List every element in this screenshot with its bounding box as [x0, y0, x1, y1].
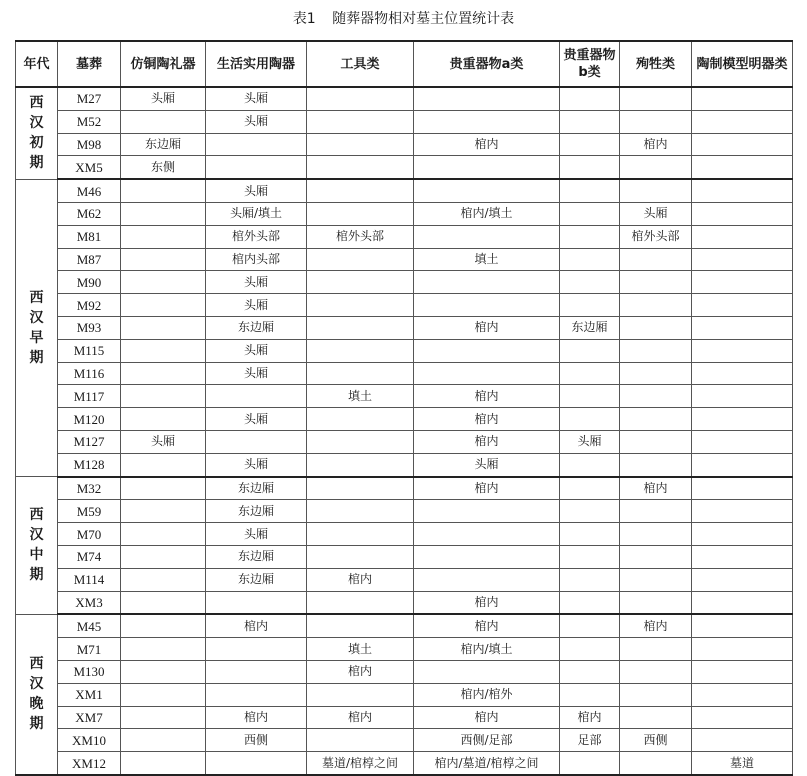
cell-pottery-models — [692, 568, 793, 591]
period-cell: 西汉初期 — [16, 87, 58, 179]
table-row — [16, 729, 793, 752]
cell-pottery-models — [692, 202, 793, 225]
cell-pottery-models — [692, 156, 793, 179]
cell-tools — [307, 294, 414, 317]
cell-bronze-imitation-ritual-pottery — [121, 683, 206, 706]
cell-valuables-b — [560, 294, 620, 317]
cell-pottery-models — [692, 683, 793, 706]
cell-valuables-b: 棺内 — [560, 706, 620, 729]
tomb-cell: M127 — [58, 430, 121, 453]
table-row — [16, 179, 793, 202]
cell-valuables-b — [560, 660, 620, 683]
cell-valuables-a: 头厢 — [414, 453, 560, 476]
cell-pottery-models — [692, 408, 793, 431]
cell-daily-pottery: 棺外头部 — [206, 225, 307, 248]
tomb-cell: M32 — [58, 477, 121, 500]
cell-valuables-b — [560, 638, 620, 661]
cell-pottery-models — [692, 729, 793, 752]
cell-bronze-imitation-ritual-pottery — [121, 202, 206, 225]
cell-bronze-imitation-ritual-pottery: 东边厢 — [121, 133, 206, 156]
cell-valuables-b — [560, 500, 620, 523]
tomb-cell: M74 — [58, 545, 121, 568]
period-cell: 西汉晚期 — [16, 614, 58, 775]
cell-tools: 棺内 — [307, 706, 414, 729]
cell-tools — [307, 316, 414, 339]
cell-sacrificial-animals — [620, 271, 692, 294]
cell-valuables-a — [414, 179, 560, 202]
cell-pottery-models — [692, 179, 793, 202]
cell-pottery-models — [692, 133, 793, 156]
cell-valuables-b — [560, 385, 620, 408]
cell-tools — [307, 545, 414, 568]
cell-bronze-imitation-ritual-pottery — [121, 638, 206, 661]
cell-sacrificial-animals — [620, 500, 692, 523]
table-row — [16, 408, 793, 431]
cell-bronze-imitation-ritual-pottery: 头厢 — [121, 87, 206, 110]
cell-valuables-b — [560, 271, 620, 294]
table-row — [16, 294, 793, 317]
cell-sacrificial-animals — [620, 453, 692, 476]
cell-valuables-a: 棺内 — [414, 430, 560, 453]
table-row — [16, 683, 793, 706]
cell-tools — [307, 156, 414, 179]
cell-bronze-imitation-ritual-pottery — [121, 729, 206, 752]
table-row — [16, 362, 793, 385]
cell-valuables-a: 棺内 — [414, 614, 560, 637]
table-row — [16, 591, 793, 614]
cell-valuables-a — [414, 500, 560, 523]
tomb-cell: M70 — [58, 523, 121, 546]
table-row — [16, 385, 793, 408]
cell-valuables-a: 棺内 — [414, 706, 560, 729]
table-row — [16, 202, 793, 225]
cell-valuables-a — [414, 660, 560, 683]
cell-pottery-models — [692, 385, 793, 408]
cell-pottery-models — [692, 706, 793, 729]
cell-valuables-a — [414, 225, 560, 248]
tomb-cell: M117 — [58, 385, 121, 408]
cell-pottery-models — [692, 477, 793, 500]
cell-tools: 墓道/棺椁之间 — [307, 752, 414, 775]
cell-valuables-b — [560, 752, 620, 775]
cell-sacrificial-animals — [620, 591, 692, 614]
cell-pottery-models — [692, 87, 793, 110]
cell-tools: 填土 — [307, 385, 414, 408]
cell-tools — [307, 477, 414, 500]
tomb-cell: M46 — [58, 179, 121, 202]
cell-tools — [307, 591, 414, 614]
cell-bronze-imitation-ritual-pottery — [121, 271, 206, 294]
table-row — [16, 248, 793, 271]
tomb-cell: XM10 — [58, 729, 121, 752]
cell-bronze-imitation-ritual-pottery — [121, 362, 206, 385]
cell-tools — [307, 339, 414, 362]
header-row — [16, 41, 793, 87]
tomb-cell: M130 — [58, 660, 121, 683]
cell-tools — [307, 362, 414, 385]
tomb-cell: M116 — [58, 362, 121, 385]
table-row — [16, 752, 793, 775]
cell-bronze-imitation-ritual-pottery — [121, 591, 206, 614]
cell-sacrificial-animals — [620, 339, 692, 362]
cell-daily-pottery: 棺内 — [206, 614, 307, 637]
cell-valuables-b — [560, 133, 620, 156]
cell-valuables-b — [560, 179, 620, 202]
tomb-cell: M45 — [58, 614, 121, 637]
cell-daily-pottery — [206, 638, 307, 661]
table-body — [16, 87, 793, 775]
header-tomb: 墓葬 — [58, 41, 121, 87]
cell-valuables-a — [414, 523, 560, 546]
cell-tools — [307, 133, 414, 156]
header-daily-pottery: 生活实用陶器 — [206, 41, 307, 87]
cell-valuables-a — [414, 110, 560, 133]
table-row — [16, 568, 793, 591]
cell-pottery-models — [692, 430, 793, 453]
cell-pottery-models — [692, 453, 793, 476]
cell-valuables-b — [560, 202, 620, 225]
cell-pottery-models — [692, 248, 793, 271]
cell-pottery-models — [692, 110, 793, 133]
cell-daily-pottery: 西侧 — [206, 729, 307, 752]
cell-valuables-a — [414, 156, 560, 179]
cell-pottery-models — [692, 339, 793, 362]
cell-daily-pottery: 东边厢 — [206, 500, 307, 523]
cell-daily-pottery: 头厢 — [206, 271, 307, 294]
tomb-cell: XM12 — [58, 752, 121, 775]
cell-pottery-models — [692, 500, 793, 523]
cell-valuables-a: 棺内/棺外 — [414, 683, 560, 706]
cell-valuables-a — [414, 339, 560, 362]
cell-sacrificial-animals — [620, 156, 692, 179]
cell-valuables-a: 棺内 — [414, 133, 560, 156]
cell-sacrificial-animals — [620, 294, 692, 317]
tomb-cell: M92 — [58, 294, 121, 317]
cell-tools: 棺内 — [307, 660, 414, 683]
tomb-cell: M62 — [58, 202, 121, 225]
cell-valuables-b — [560, 545, 620, 568]
cell-bronze-imitation-ritual-pottery — [121, 523, 206, 546]
cell-bronze-imitation-ritual-pottery — [121, 614, 206, 637]
cell-daily-pottery — [206, 683, 307, 706]
cell-tools — [307, 430, 414, 453]
cell-valuables-b: 足部 — [560, 729, 620, 752]
cell-tools — [307, 271, 414, 294]
cell-tools — [307, 248, 414, 271]
cell-pottery-models — [692, 316, 793, 339]
cell-sacrificial-animals — [620, 706, 692, 729]
cell-bronze-imitation-ritual-pottery — [121, 225, 206, 248]
cell-valuables-b — [560, 523, 620, 546]
cell-tools: 棺内 — [307, 568, 414, 591]
cell-daily-pottery — [206, 660, 307, 683]
cell-valuables-a — [414, 271, 560, 294]
cell-daily-pottery — [206, 752, 307, 775]
cell-tools — [307, 202, 414, 225]
header-valuables-a: 贵重器物a类 — [414, 41, 560, 87]
table-row — [16, 614, 793, 637]
cell-valuables-b — [560, 683, 620, 706]
tomb-cell: XM5 — [58, 156, 121, 179]
cell-bronze-imitation-ritual-pottery — [121, 294, 206, 317]
table-row — [16, 523, 793, 546]
cell-bronze-imitation-ritual-pottery — [121, 316, 206, 339]
cell-pottery-models — [692, 271, 793, 294]
cell-pottery-models — [692, 660, 793, 683]
cell-tools — [307, 614, 414, 637]
table-row — [16, 638, 793, 661]
cell-sacrificial-animals — [620, 523, 692, 546]
cell-tools — [307, 500, 414, 523]
tomb-cell: M27 — [58, 87, 121, 110]
cell-daily-pottery: 头厢 — [206, 294, 307, 317]
cell-bronze-imitation-ritual-pottery — [121, 477, 206, 500]
cell-valuables-b: 东边厢 — [560, 316, 620, 339]
cell-valuables-a: 棺内 — [414, 385, 560, 408]
table-number: 表1 — [292, 11, 316, 27]
cell-valuables-a: 棺内/填土 — [414, 202, 560, 225]
cell-valuables-b — [560, 362, 620, 385]
table-row — [16, 339, 793, 362]
cell-sacrificial-animals — [620, 385, 692, 408]
tomb-cell: M71 — [58, 638, 121, 661]
cell-valuables-b — [560, 110, 620, 133]
cell-sacrificial-animals — [620, 248, 692, 271]
cell-bronze-imitation-ritual-pottery — [121, 568, 206, 591]
tomb-cell: M90 — [58, 271, 121, 294]
cell-daily-pottery — [206, 591, 307, 614]
tomb-cell: M93 — [58, 316, 121, 339]
cell-daily-pottery — [206, 156, 307, 179]
header-pottery-models: 陶制模型明器类 — [692, 41, 793, 87]
header-bronze-imitation-ritual-pottery: 仿铜陶礼器 — [121, 41, 206, 87]
tomb-cell: XM1 — [58, 683, 121, 706]
cell-valuables-b — [560, 248, 620, 271]
header-sacrificial-animals: 殉牲类 — [620, 41, 692, 87]
table-row — [16, 271, 793, 294]
cell-bronze-imitation-ritual-pottery — [121, 545, 206, 568]
burial-goods-table — [15, 40, 793, 776]
cell-bronze-imitation-ritual-pottery: 东侧 — [121, 156, 206, 179]
cell-sacrificial-animals: 棺内 — [620, 133, 692, 156]
cell-daily-pottery: 东边厢 — [206, 545, 307, 568]
cell-bronze-imitation-ritual-pottery — [121, 706, 206, 729]
cell-daily-pottery: 头厢/填土 — [206, 202, 307, 225]
tomb-cell: M114 — [58, 568, 121, 591]
cell-sacrificial-animals: 棺外头部 — [620, 225, 692, 248]
cell-valuables-a: 棺内 — [414, 316, 560, 339]
cell-sacrificial-animals: 头厢 — [620, 202, 692, 225]
cell-daily-pottery: 头厢 — [206, 523, 307, 546]
tomb-cell: M115 — [58, 339, 121, 362]
cell-sacrificial-animals — [620, 752, 692, 775]
cell-daily-pottery: 头厢 — [206, 179, 307, 202]
cell-pottery-models — [692, 523, 793, 546]
tomb-cell: M81 — [58, 225, 121, 248]
table-row — [16, 660, 793, 683]
cell-pottery-models — [692, 545, 793, 568]
cell-valuables-b — [560, 225, 620, 248]
cell-daily-pottery: 东边厢 — [206, 316, 307, 339]
cell-valuables-a: 棺内/填土 — [414, 638, 560, 661]
cell-bronze-imitation-ritual-pottery — [121, 179, 206, 202]
header-tools: 工具类 — [307, 41, 414, 87]
cell-sacrificial-animals — [620, 316, 692, 339]
cell-valuables-a: 西侧/足部 — [414, 729, 560, 752]
tomb-cell: M98 — [58, 133, 121, 156]
cell-daily-pottery: 头厢 — [206, 362, 307, 385]
tomb-cell: XM3 — [58, 591, 121, 614]
cell-valuables-b — [560, 614, 620, 637]
cell-tools — [307, 110, 414, 133]
table-row — [16, 133, 793, 156]
tomb-cell: M87 — [58, 248, 121, 271]
table-row — [16, 225, 793, 248]
cell-tools — [307, 408, 414, 431]
cell-valuables-a — [414, 545, 560, 568]
table-caption — [0, 8, 807, 30]
cell-valuables-b — [560, 156, 620, 179]
cell-daily-pottery: 头厢 — [206, 110, 307, 133]
cell-tools — [307, 87, 414, 110]
table-row — [16, 453, 793, 476]
cell-sacrificial-animals: 棺内 — [620, 477, 692, 500]
table-row — [16, 316, 793, 339]
cell-pottery-models — [692, 362, 793, 385]
table-row — [16, 477, 793, 500]
period-cell: 西汉早期 — [16, 179, 58, 476]
cell-sacrificial-animals: 棺内 — [620, 614, 692, 637]
cell-sacrificial-animals — [620, 638, 692, 661]
cell-daily-pottery: 头厢 — [206, 87, 307, 110]
cell-sacrificial-animals — [620, 660, 692, 683]
cell-valuables-a: 棺内 — [414, 591, 560, 614]
cell-tools — [307, 179, 414, 202]
tomb-cell: M120 — [58, 408, 121, 431]
cell-sacrificial-animals — [620, 110, 692, 133]
cell-tools: 填土 — [307, 638, 414, 661]
cell-sacrificial-animals — [620, 179, 692, 202]
cell-pottery-models — [692, 225, 793, 248]
cell-daily-pottery: 东边厢 — [206, 568, 307, 591]
cell-bronze-imitation-ritual-pottery — [121, 385, 206, 408]
cell-valuables-a: 棺内 — [414, 408, 560, 431]
cell-valuables-a: 棺内/墓道/棺椁之间 — [414, 752, 560, 775]
cell-valuables-b — [560, 568, 620, 591]
cell-daily-pottery: 头厢 — [206, 408, 307, 431]
table-row — [16, 500, 793, 523]
cell-sacrificial-animals — [620, 568, 692, 591]
cell-bronze-imitation-ritual-pottery: 头厢 — [121, 430, 206, 453]
cell-daily-pottery — [206, 385, 307, 408]
cell-valuables-b: 头厢 — [560, 430, 620, 453]
cell-valuables-a: 填土 — [414, 248, 560, 271]
cell-tools — [307, 729, 414, 752]
table-row — [16, 110, 793, 133]
tomb-cell: M52 — [58, 110, 121, 133]
cell-valuables-a — [414, 87, 560, 110]
cell-pottery-models — [692, 591, 793, 614]
cell-valuables-b — [560, 87, 620, 110]
cell-pottery-models: 墓道 — [692, 752, 793, 775]
cell-bronze-imitation-ritual-pottery — [121, 339, 206, 362]
cell-valuables-a — [414, 568, 560, 591]
tomb-cell: XM7 — [58, 706, 121, 729]
cell-sacrificial-animals — [620, 545, 692, 568]
cell-bronze-imitation-ritual-pottery — [121, 752, 206, 775]
cell-daily-pottery: 头厢 — [206, 339, 307, 362]
cell-daily-pottery: 棺内 — [206, 706, 307, 729]
cell-daily-pottery: 棺内头部 — [206, 248, 307, 271]
cell-sacrificial-animals — [620, 430, 692, 453]
period-cell: 西汉中期 — [16, 477, 58, 615]
cell-bronze-imitation-ritual-pottery — [121, 110, 206, 133]
cell-bronze-imitation-ritual-pottery — [121, 248, 206, 271]
cell-daily-pottery: 头厢 — [206, 453, 307, 476]
cell-daily-pottery — [206, 430, 307, 453]
cell-sacrificial-animals: 西侧 — [620, 729, 692, 752]
table-row — [16, 430, 793, 453]
cell-bronze-imitation-ritual-pottery — [121, 408, 206, 431]
table-row — [16, 706, 793, 729]
cell-daily-pottery: 东边厢 — [206, 477, 307, 500]
cell-valuables-b — [560, 477, 620, 500]
cell-valuables-b — [560, 591, 620, 614]
table-title: 随葬器物相对墓主位置统计表 — [332, 11, 515, 27]
cell-tools: 棺外头部 — [307, 225, 414, 248]
cell-pottery-models — [692, 294, 793, 317]
cell-valuables-b — [560, 339, 620, 362]
cell-daily-pottery — [206, 133, 307, 156]
tomb-cell: M59 — [58, 500, 121, 523]
cell-bronze-imitation-ritual-pottery — [121, 500, 206, 523]
cell-bronze-imitation-ritual-pottery — [121, 660, 206, 683]
table-row — [16, 87, 793, 110]
cell-valuables-b — [560, 408, 620, 431]
table-row — [16, 156, 793, 179]
cell-sacrificial-animals — [620, 408, 692, 431]
cell-valuables-a — [414, 294, 560, 317]
header-valuables-b: 贵重器物b类 — [560, 41, 620, 87]
cell-valuables-a — [414, 362, 560, 385]
cell-tools — [307, 453, 414, 476]
cell-tools — [307, 683, 414, 706]
cell-sacrificial-animals — [620, 87, 692, 110]
table-row — [16, 545, 793, 568]
tomb-cell: M128 — [58, 453, 121, 476]
cell-sacrificial-animals — [620, 683, 692, 706]
cell-pottery-models — [692, 614, 793, 637]
cell-sacrificial-animals — [620, 362, 692, 385]
cell-valuables-a: 棺内 — [414, 477, 560, 500]
cell-tools — [307, 523, 414, 546]
header-period: 年代 — [16, 41, 58, 87]
cell-bronze-imitation-ritual-pottery — [121, 453, 206, 476]
cell-valuables-b — [560, 453, 620, 476]
cell-pottery-models — [692, 638, 793, 661]
